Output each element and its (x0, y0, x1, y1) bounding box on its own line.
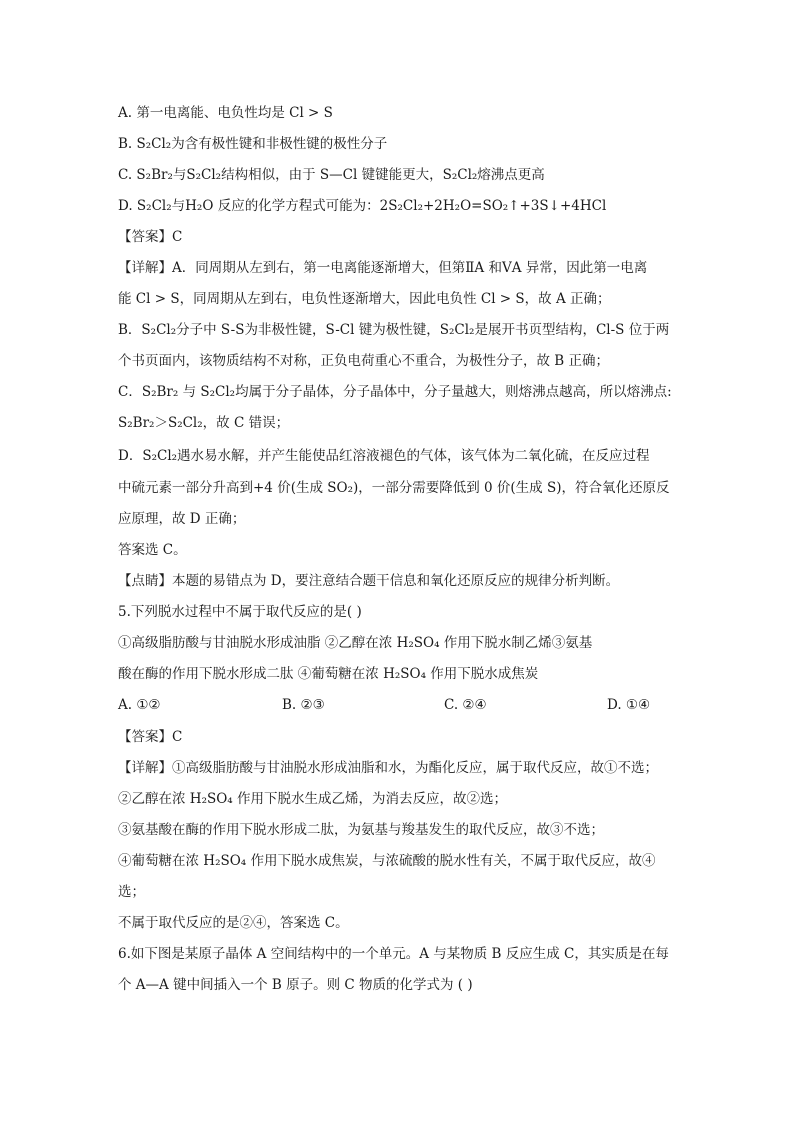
q4-detail-line: C．S₂Br₂ 与 S₂Cl₂均属于分子晶体，分子晶体中，分子量越大，则熔沸点越高，所以熔沸点: (118, 384, 672, 400)
q5-option-b: B. ②③ (282, 697, 325, 713)
q5-detail-line: ③氨基酸在酶的作用下脱水形成二肽，为氨基与羧基发生的取代反应，故③不选； (118, 822, 604, 838)
q6-stem-line: 6.如下图是某原子晶体 A 空间结构中的一个单元。A 与某物质 B 反应生成 C，其实质是在每 (118, 946, 669, 962)
q4-answer: 【答案】C (118, 229, 183, 245)
q6-stem-line: 个 A—A 键中间插入一个 B 原子。则 C 物质的化学式为 ( ) (118, 977, 473, 993)
q4-comment: 【点睛】本题的易错点为 D，要注意结合题干信息和氧化还原反应的规律分析判断。 (118, 573, 620, 589)
q4-detail-line: 【详解】A．同周期从左到右，第一电离能逐渐增大，但第ⅡA 和ⅤA 异常，因此第一电离 (118, 260, 648, 276)
q4-option-d: D. S₂Cl₂与H₂O 反应的化学方程式可能为：2S₂Cl₂+2H₂O=SO₂↑+3S↓+4HCl (118, 198, 607, 214)
q5-stem: 5.下列脱水过程中不属于取代反应的是( ) (118, 604, 362, 620)
q4-detail-line: 应原理，故 D 正确； (118, 511, 246, 527)
q5-answer: 【答案】C (118, 729, 183, 745)
q4-detail-line: B．S₂Cl₂分子中 S-S为非极性键，S-Cl 键为极性键，S₂Cl₂是展开书页型结构，Cl-S 位于两 (118, 322, 670, 338)
q5-detail-line: 不属于取代反应的是②④，答案选 C。 (118, 915, 349, 931)
q4-detail-line: 能 Cl > S，同周期从左到右，电负性逐渐增大，因此电负性 Cl > S，故 A 正确； (118, 291, 611, 307)
q5-detail-line: 【详解】①高级脂肪酸与甘油脱水形成油脂和水，为酯化反应，属于取代反应，故①不选； (118, 760, 658, 776)
q4-detail-line: S₂Br₂＞S₂Cl₂，故 C 错误； (118, 415, 290, 431)
q4-detail-line: 答案选 C。 (118, 542, 187, 558)
q5-option-c: C. ②④ (444, 697, 487, 713)
q4-detail-line: 中硫元素一部分升高到+4 价(生成 SO₂)，一部分需要降低到 0 价(生成 S)，符合氧化还原反 (118, 480, 670, 496)
q4-option-c: C. S₂Br₂与S₂Cl₂结构相似，由于 S—Cl 键键能更大，S₂Cl₂熔沸点更高 (118, 167, 545, 183)
q5-detail-line: 选； (118, 884, 145, 900)
q4-detail-line: D．S₂Cl₂遇水易水解，并产生能使品红溶液褪色的气体，该气体为二氧化硫，在反应过程 (118, 448, 650, 464)
q4-detail-line: 个书页面内，该物质结构不对称，正负电荷重心不重合，为极性分子，故 B 正确； (118, 353, 610, 369)
q5-detail-line: ②乙醇在浓 H₂SO₄ 作用下脱水生成乙烯，为消去反应，故②选； (118, 791, 507, 807)
q5-items-line: 酸在酶的作用下脱水形成二肽 ④葡萄糖在浓 H₂SO₄ 作用下脱水成焦炭 (118, 666, 539, 682)
q4-option-b: B. S₂Cl₂为含有极性键和非极性键的极性分子 (118, 136, 388, 152)
q4-option-a: A. 第一电离能、电负性均是 Cl > S (118, 105, 333, 121)
q5-option-d: D. ①④ (607, 697, 651, 713)
q5-items-line: ①高级脂肪酸与甘油脱水形成油脂 ②乙醇在浓 H₂SO₄ 作用下脱水制乙烯③氨基 (118, 635, 593, 651)
q5-option-a: A. ①② (118, 697, 161, 713)
q5-detail-line: ④葡萄糖在浓 H₂SO₄ 作用下脱水成焦炭，与浓硫酸的脱水性有关，不属于取代反应，故④ (118, 853, 656, 869)
